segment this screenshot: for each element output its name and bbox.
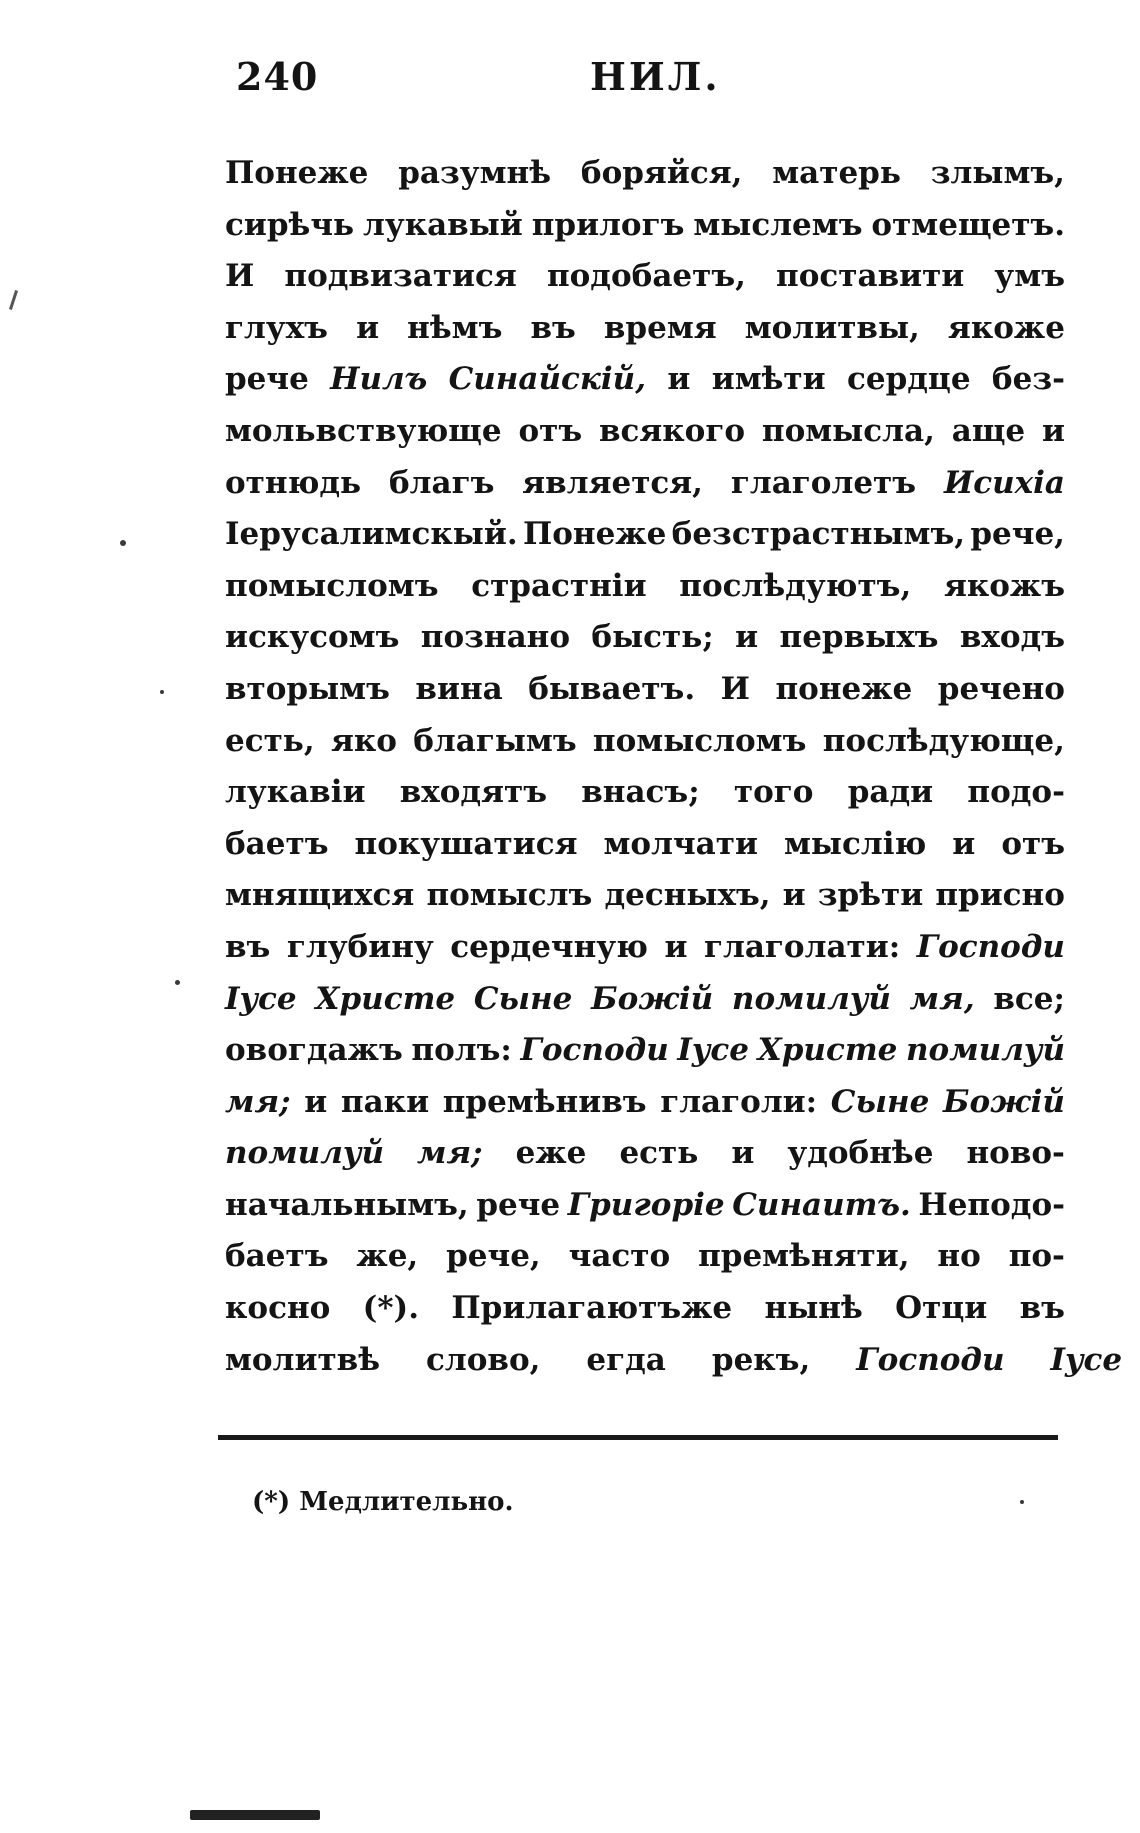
italic-word: Божій xyxy=(591,980,714,1017)
word: благъ xyxy=(388,464,495,501)
word: помыслъ xyxy=(426,877,593,914)
word: сердечную xyxy=(450,928,648,965)
italic-word: Григоріе xyxy=(567,1186,725,1223)
word: поставити xyxy=(776,258,965,295)
word: время xyxy=(603,309,717,346)
word: понеже xyxy=(775,670,913,707)
word: и xyxy=(952,825,976,862)
word: вторымъ xyxy=(225,670,390,707)
ink-speck xyxy=(160,690,164,694)
word: подобаетъ, xyxy=(546,258,746,295)
italic-word: Божій xyxy=(942,1083,1065,1120)
word: молчати xyxy=(603,825,758,862)
footnote-rule xyxy=(218,1435,1058,1440)
word: того xyxy=(733,774,814,811)
word: есть, xyxy=(225,722,315,759)
ink-speck xyxy=(175,980,180,985)
word: въ xyxy=(530,309,576,346)
text-line xyxy=(225,251,1065,303)
word: подвизатися xyxy=(284,258,517,295)
word: но xyxy=(937,1238,981,1275)
text-line xyxy=(225,870,1065,922)
word: страстніи xyxy=(471,567,647,604)
word: разумнѣ xyxy=(398,155,552,191)
text-line xyxy=(225,200,1065,252)
word: лукавіи xyxy=(225,774,366,811)
word: Прилагаютъже xyxy=(451,1290,733,1327)
text-line xyxy=(225,922,1065,974)
word: молитвѣ xyxy=(225,1341,380,1378)
italic-word: помилуй xyxy=(731,980,891,1017)
word: якожъ xyxy=(943,567,1065,604)
word: первыхъ xyxy=(779,619,939,656)
word: рече xyxy=(225,361,309,398)
word: егда xyxy=(586,1341,666,1378)
word: нѣмъ xyxy=(407,309,503,346)
word: глаголи: xyxy=(660,1083,818,1120)
word: косно xyxy=(225,1290,331,1327)
word: и xyxy=(664,928,688,965)
word: рекъ, xyxy=(711,1341,811,1378)
word: отмещетъ. xyxy=(871,206,1065,243)
word: присно xyxy=(935,877,1065,914)
word: отъ xyxy=(1001,825,1065,862)
italic-word: Синайскій, xyxy=(448,361,646,398)
word: матерь xyxy=(772,155,901,191)
word: нынѣ xyxy=(764,1290,863,1327)
word: паки xyxy=(340,1083,430,1120)
word: слово, xyxy=(426,1341,541,1378)
ink-smudge xyxy=(190,1810,320,1820)
italic-word: Синаитъ. xyxy=(732,1186,911,1223)
text-line xyxy=(225,1180,1065,1232)
italic-word: Іусе xyxy=(225,980,297,1017)
italic-word: Нилъ xyxy=(330,361,428,398)
word: начальнымъ, xyxy=(225,1186,469,1223)
word: и xyxy=(667,361,691,398)
word: десныхъ, xyxy=(604,877,771,914)
word: еже xyxy=(515,1135,587,1172)
word: сердце xyxy=(847,361,971,398)
word: и xyxy=(735,619,759,656)
word: является, xyxy=(522,464,703,501)
text-line xyxy=(225,148,1065,200)
word: прилогъ xyxy=(531,206,685,243)
word: Отци xyxy=(895,1290,988,1327)
word: аще xyxy=(951,412,1026,449)
word: и xyxy=(304,1083,328,1120)
word: мольвствующе xyxy=(225,412,502,449)
italic-word: помилуй xyxy=(225,1135,384,1172)
word: искусомъ xyxy=(225,619,400,656)
text-line xyxy=(225,303,1065,355)
word: яко xyxy=(330,722,397,759)
word: и xyxy=(782,877,806,914)
word: рече, xyxy=(970,516,1065,553)
word: послѣдуютъ, xyxy=(679,567,912,604)
word: входъ xyxy=(959,619,1065,656)
word: входятъ xyxy=(399,774,547,811)
footnote: (*) Медлительно. xyxy=(252,1487,514,1517)
word: послѣдующе, xyxy=(822,722,1065,759)
word: имѣти xyxy=(711,361,826,398)
italic-word: мя; xyxy=(417,1135,483,1172)
word: Іерусалимскый. xyxy=(225,516,518,553)
text-line xyxy=(225,1128,1065,1180)
word: мыслемъ xyxy=(693,206,863,243)
ink-speck xyxy=(120,540,126,546)
page-number: 240 xyxy=(236,54,319,99)
word: отнюдь xyxy=(225,464,362,501)
text-line xyxy=(225,819,1065,871)
word: рече, xyxy=(446,1238,541,1275)
text-line xyxy=(225,664,1065,716)
word: и xyxy=(731,1135,755,1172)
italic-word: Іусе xyxy=(677,1032,750,1069)
text-line xyxy=(225,561,1065,613)
text-line xyxy=(225,509,1065,561)
word: внасъ; xyxy=(581,774,700,811)
text-line xyxy=(225,767,1065,819)
italic-word: Іусе xyxy=(1050,1341,1123,1378)
word: безстрастнымъ, xyxy=(671,516,966,553)
word: Понеже xyxy=(522,516,667,553)
text-line xyxy=(225,1283,1065,1335)
text-line xyxy=(225,354,1065,406)
word: все; xyxy=(993,980,1065,1017)
italic-word: Господи xyxy=(520,1032,669,1069)
word: без- xyxy=(991,361,1065,398)
word: глаголетъ xyxy=(730,464,917,501)
ink-speck xyxy=(1020,1500,1024,1504)
word: рече xyxy=(476,1186,561,1223)
word: (*). xyxy=(362,1290,420,1327)
word: глубину xyxy=(286,928,434,965)
word: по- xyxy=(1008,1238,1065,1275)
word: полъ: xyxy=(411,1032,512,1069)
word: ради xyxy=(847,774,934,811)
word: благымъ xyxy=(413,722,577,759)
italic-word: помилуй xyxy=(905,1032,1065,1069)
word: удобнѣе xyxy=(787,1135,934,1172)
word: въ xyxy=(225,928,271,965)
word: всякого xyxy=(598,412,746,449)
italic-word: Христе xyxy=(315,980,456,1017)
word: помысломъ xyxy=(225,567,439,604)
word: и xyxy=(1041,412,1065,449)
word: въ xyxy=(1019,1290,1065,1327)
text-line xyxy=(225,458,1065,510)
text-line xyxy=(225,612,1065,664)
word: помысломъ xyxy=(592,722,807,759)
italic-word: Христе xyxy=(757,1032,898,1069)
italic-word: Господи xyxy=(916,928,1065,965)
italic-word: Сыне xyxy=(830,1083,930,1120)
word: И xyxy=(720,670,750,707)
italic-word: Исихіа xyxy=(943,464,1065,501)
page-header xyxy=(230,50,1060,110)
word: баетъ xyxy=(225,1238,329,1275)
word: бысть; xyxy=(591,619,714,656)
word: молитвы, xyxy=(744,309,920,346)
word: мыслію xyxy=(783,825,927,862)
word: речено xyxy=(937,670,1065,707)
edge-mark xyxy=(9,290,18,310)
text-line xyxy=(225,1231,1065,1283)
word: боряйся, xyxy=(580,155,743,191)
word: сирѣчь xyxy=(225,206,355,243)
word: баетъ xyxy=(225,825,329,862)
word: ново- xyxy=(966,1135,1065,1172)
text-line xyxy=(225,716,1065,768)
word: овогдажъ xyxy=(225,1032,403,1069)
word: глаголати: xyxy=(703,928,901,965)
word: злымъ, xyxy=(930,155,1065,191)
word: отъ xyxy=(518,412,583,449)
word: и xyxy=(356,309,380,346)
word: есть xyxy=(619,1135,699,1172)
word: вина xyxy=(415,670,503,707)
word: премѣняти, xyxy=(698,1238,910,1275)
word: же, xyxy=(356,1238,419,1275)
text-line xyxy=(225,1335,1123,1387)
word: якоже xyxy=(947,309,1065,346)
word: премѣнивъ xyxy=(442,1083,647,1120)
italic-word: мя; xyxy=(225,1083,291,1120)
word: Понеже xyxy=(225,155,369,191)
word: И xyxy=(225,258,255,295)
word: часто xyxy=(568,1238,671,1275)
running-head: НИЛ. xyxy=(590,54,721,99)
word: познано xyxy=(420,619,571,656)
word: мнящихся xyxy=(225,877,415,914)
italic-word: Сыне xyxy=(473,980,573,1017)
text-line xyxy=(225,974,1065,1026)
word: покушатися xyxy=(354,825,578,862)
word: зрѣти xyxy=(817,877,924,914)
italic-word: Господи xyxy=(856,1341,1005,1378)
word: умъ xyxy=(994,258,1065,295)
word: глухъ xyxy=(225,309,328,346)
word: Неподо- xyxy=(918,1186,1065,1223)
italic-word: мя, xyxy=(909,980,975,1017)
word: подо- xyxy=(967,774,1065,811)
body-text xyxy=(225,148,1123,1386)
text-line xyxy=(225,406,1065,458)
word: лукавый xyxy=(363,206,523,243)
word: бываетъ. xyxy=(528,670,696,707)
word: помысла, xyxy=(761,412,935,449)
text-line xyxy=(225,1077,1065,1129)
text-line xyxy=(225,1025,1065,1077)
